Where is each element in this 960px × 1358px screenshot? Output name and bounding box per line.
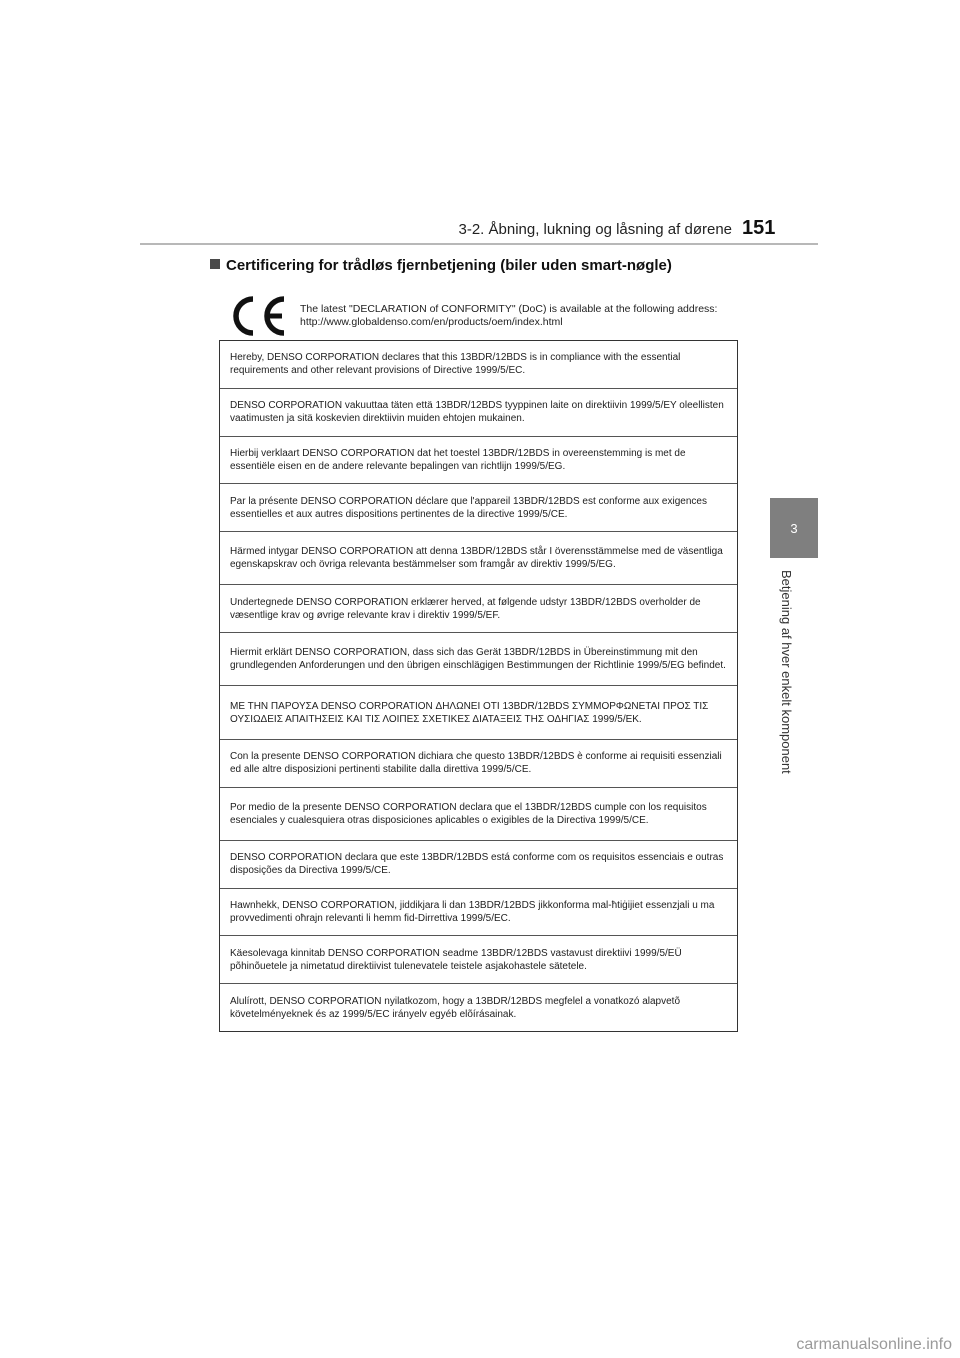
availability-line: The latest "DECLARATION of CONFORMITY" (DoC) is available at the following address: [300,303,718,315]
ce-mark-icon [226,292,290,340]
declaration-german: Hiermit erklärt DENSO CORPORATION, dass sich das Gerät 13BDR/12BDS in Übereinstimmung mit den grundlegenden Anforderungen und den übrigen einschlägigen Bestimmungen der Richtlinie 1999/5/EG befindet. [220,633,737,686]
chapter-number: 3 [790,520,798,536]
section-heading-text: Certificering for trådløs fjernbetjening (biler uden smart-nøgle) [226,257,672,274]
doc-url: http://www.globaldenso.com/en/products/oem/index.html [300,316,563,328]
header-divider [140,243,818,245]
chapter-tab [770,498,818,558]
declaration-finnish: DENSO CORPORATION vakuuttaa täten että 13BDR/12BDS tyyppinen laite on direktiivin 1999/5/EY oleellisten vaatimusten ja sitä koskevien direktiivin muiden ehtojen mukainen. [220,389,737,437]
declaration-swedish: Härmed intygar DENSO CORPORATION att denna 13BDR/12BDS står I överensstämmelse med de väsentliga egenskapskrav och övriga relevanta bestämmelser som framgår av direktiv 1999/5/EG. [220,532,737,585]
declaration-italian: Con la presente DENSO CORPORATION dichiara che questo 13BDR/12BDS è conforme ai requisiti essenziali ed alle altre disposizioni pertinenti stabilite dalla direttiva 1999/5/CE. [220,740,737,788]
heading-square-icon [210,259,220,269]
chapter-label: Betjening af hver enkelt komponent [779,570,794,774]
declaration-hungarian: Alulírott, DENSO CORPORATION nyilatkozom, hogy a 13BDR/12BDS megfelel a vonatkozó alapvetõ követelményeknek és az 1999/5/EC irányelv egyéb elõírásainak. [230,995,681,1020]
header-title: 3-2. Åbning, lukning og låsning af dørene [458,221,732,238]
declaration-french: Par la présente DENSO CORPORATION déclare que l'appareil 13BDR/12BDS est conforme aux exigences essentielles et aux autres dispositions pertinentes de la directive 1999/5/CE. [220,484,737,532]
declaration-maltese: Hawnhekk, DENSO CORPORATION, jiddikjara li dan 13BDR/12BDS jikkonforma mal-ħtiġijiet essenzjali u ma provvedimenti oħrajn relevanti li hemm fid-Dirrettiva 1999/5/EC. [220,889,737,937]
section-heading [210,257,672,274]
doc-availability-note [300,303,717,329]
declaration-danish: Undertegnede DENSO CORPORATION erklærer herved, at følgende udstyr 13BDR/12BDS overholder de væsentlige krav og øvrige relevante krav i direktiv 1999/5/EF. [220,585,737,633]
declaration-english: Hereby, DENSO CORPORATION declares that this 13BDR/12BDS is in compliance with the essential requirements and other relevant provisions of Directive 1999/5/EC. [220,341,737,389]
page-number: 151 [742,217,776,239]
declaration-estonian: Käesolevaga kinnitab DENSO CORPORATION seadme 13BDR/12BDS vastavust direktiivi 1999/5/EÜ põhinõuetele ja nimetatud direktiivist tulenevatele teistele asjakohastele sätetele. [220,936,737,984]
footer-site-watermark: carmanualsonline.info [796,1336,952,1353]
declaration-spanish: Por medio de la presente DENSO CORPORATION declara que el 13BDR/12BDS cumple con los requisitos esenciales y cualesquiera otras disposiciones aplicables o exigibles de la Directiva 1999/5/CE. [220,788,737,841]
declaration-dutch: Hierbij verklaart DENSO CORPORATION dat het toestel 13BDR/12BDS in overeenstemming is met de essentiële eisen en de andere relevante bepalingen van richtlijn 1999/5/EG. [220,437,737,485]
declarations-box [219,340,738,1032]
declaration-greek: ΜΕ ΤΗΝ ΠΑΡΟΥΣΑ DENSO CORPORATION ΔΗΛΩΝΕΙ ΟΤΙ 13BDR/12BDS ΣΥΜΜΟΡΦΩΝΕΤΑΙ ΠΡΟΣ ΤΙΣ ΟΥΣΙΩΔΕΙΣ ΑΠΑΙΤΗΣΕΙΣ ΚΑΙ ΤΙΣ ΛΟΙΠΕΣ ΣΧΕΤΙΚΕΣ ΔΙΑΤΑΞΕΙΣ ΤΗΣ ΟΔΗΓΙΑΣ 1999/5/ΕΚ. [220,686,737,739]
declaration-portuguese: DENSO CORPORATION declara que este 13BDR/12BDS está conforme com os requisitos essenciais e outras disposições da Directiva 1999/5/CE. [220,841,737,889]
